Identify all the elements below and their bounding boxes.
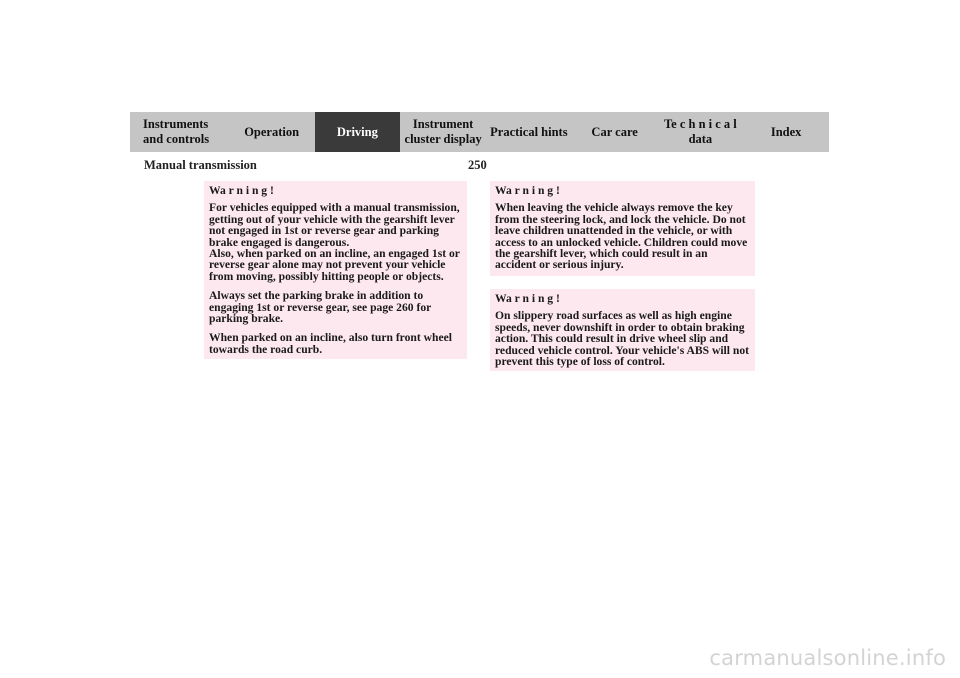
tab-driving[interactable]: Driving [315, 112, 401, 152]
tab-instruments-and-controls[interactable]: Instruments and controls [130, 112, 229, 152]
warning-box-parking [204, 181, 467, 359]
warning-text: On slippery road surfaces as well as high engine speeds, never downshift in order to obtain braking action. This could result in drive wheel slip and reduced vehicle control. Your vehicle's ABS will not prevent this type of loss of control. [495, 309, 749, 369]
tab-instrument-cluster-display[interactable]: Instrument cluster display [400, 112, 486, 152]
warning-text: Always set the parking brake in addition to engaging 1st or reverse gear, see page 260 for parking brake. [209, 289, 432, 326]
warning-text: For vehicles equipped with a manual transmission, getting out of your vehicle with the gearshift lever not engaged in 1st or reverse gear and parking brake engaged is dangerous. Also, when parked on an incline, an engaged 1st or reverse gear alone may not prevent your vehicle from moving, possibly hitting people or objects. [209, 201, 460, 283]
tab-index[interactable]: Index [743, 112, 829, 152]
watermark: carmanualsonline.info [709, 646, 946, 670]
section-nav [130, 112, 829, 152]
tab-technical-data[interactable]: Te c h n i c a l data [658, 112, 744, 152]
warning-text: When parked on an incline, also turn front wheel towards the road curb. [209, 331, 452, 356]
warning-box-downshift [490, 289, 755, 371]
tab-operation[interactable]: Operation [229, 112, 315, 152]
warning-box-children [490, 181, 755, 276]
page-number: 250 [468, 158, 487, 172]
tab-practical-hints[interactable]: Practical hints [486, 112, 572, 152]
tab-car-care[interactable]: Car care [572, 112, 658, 152]
section-title: Manual transmission [144, 158, 257, 172]
warning-text: When leaving the vehicle always remove the key from the steering lock, and lock the vehicle. Do not leave children unattended in the vehicle, or with access to an unlocked vehicle. Children could move the gearshift lever, which could result in an accident or serious injury. [495, 201, 748, 272]
warning-title: Wa r n i n g ! [209, 184, 274, 197]
warning-title: Wa r n i n g ! [495, 184, 560, 197]
warning-title: Wa r n i n g ! [495, 292, 560, 305]
